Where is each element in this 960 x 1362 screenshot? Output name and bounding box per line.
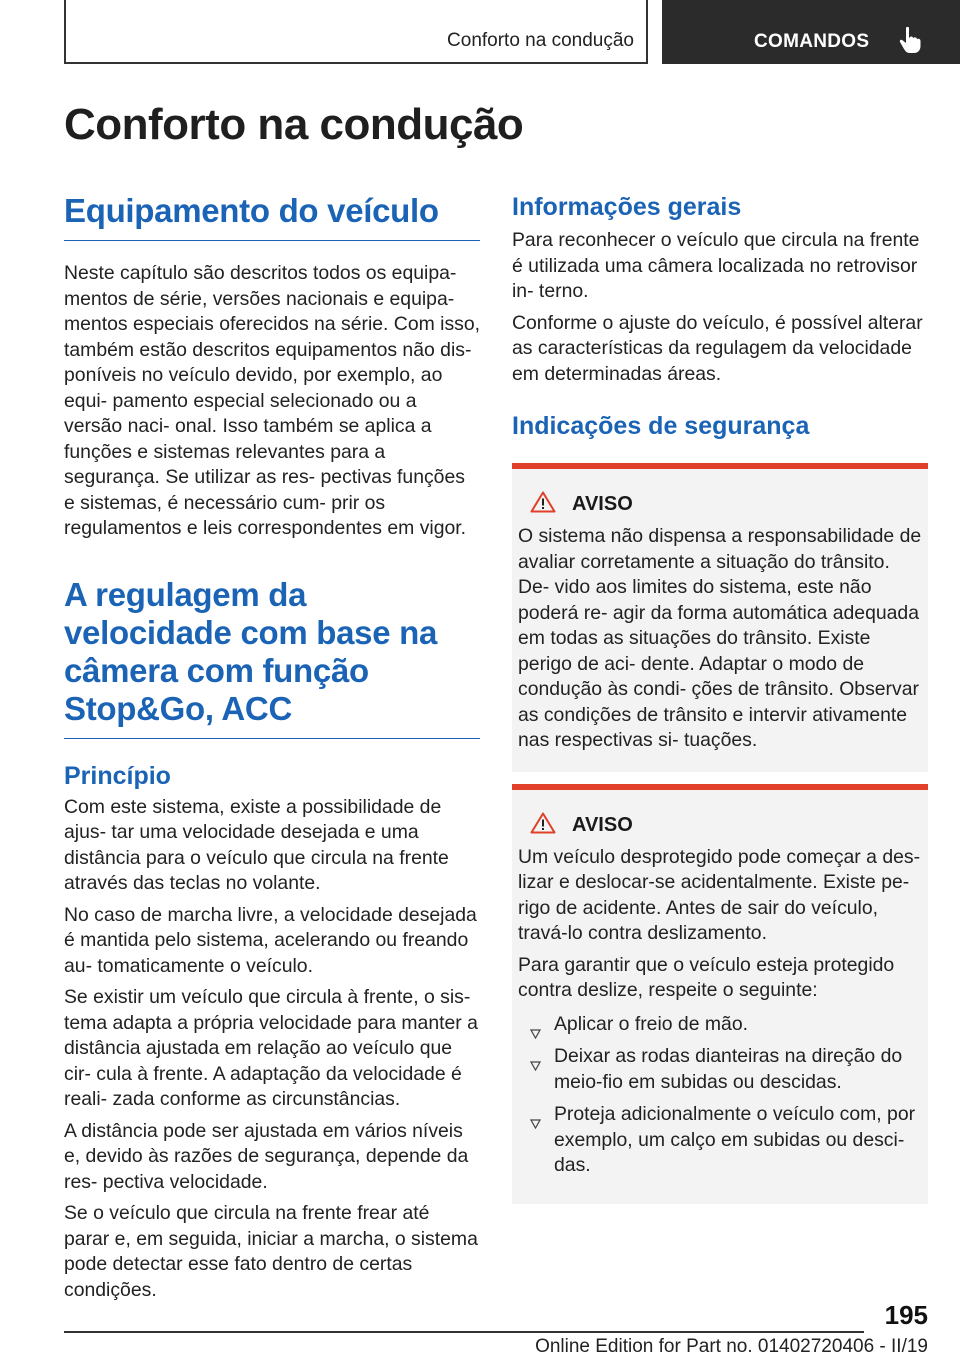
principle-paragraph-1: Com este sistema, existe a possibilidade de ajus- tar uma velocidade desejada e uma distância para o veículo que circula na frente através das teclas no volante. (64, 795, 449, 894)
right-column (512, 192, 928, 1204)
subheading-general-info: Informações gerais (512, 193, 742, 221)
section-heading-acc: A regulagem da velocidade com base na câmera com função Stop&Go, ACC (64, 576, 480, 739)
principle-paragraph-5: Se o veículo que circula na frente frear até parar e, em seguida, iniciar a marcha, o sistema pode detectar esse fato dentro de certas condições. (64, 1202, 478, 1301)
list-item: Aplicar o freio de mão. (518, 1012, 922, 1038)
pointing-hand-icon (898, 26, 922, 59)
warning-triangle-icon (530, 812, 556, 839)
page-number: 195 (884, 1300, 928, 1330)
principle-paragraph-4: A distância pode ser ajustada em vários níveis e, devido às razões de segurança, depende da res- pectiva velocidade. (64, 1119, 469, 1193)
triangle-bullet-icon (530, 1021, 541, 1047)
warning-text-1: Um veículo desprotegido pode começar a des- lizar e deslocar-se acidentalmente. Existe pe- rigo de acidente. Antes de sair do veículo, travá-lo contra deslizamento. (518, 845, 921, 944)
equipment-paragraph: Neste capítulo são descritos todos os equipa- mentos de série, versões nacionais e equipa- mentos especiais oferecidos na série. Com isso, também estão descritos equipamentos não dis- poníveis no veículo devido, por exemplo, ao equi- pamento especial selecionado ou a versão naci- onal. Isso também se aplica a funções e sistemas relevantes para a segurança. Se utilizar as res- pectivas funções e sistemas, é necessário cum- prir os regulamentos e leis correspondentes em vigor. (64, 262, 481, 539)
footer-divider (64, 1331, 864, 1333)
section-heading-equipment: Equipamento do veículo (64, 192, 480, 241)
chapter-label: COMANDOS (754, 31, 870, 52)
edition-note: Online Edition for Part no. 01402720406 - II/19 (535, 1336, 928, 1357)
subheading-principle: Princípio (64, 761, 171, 790)
subheading-safety: Indicações de segurança (512, 412, 810, 440)
warning-triangle-icon (530, 491, 556, 518)
warning-text: O sistema não dispensa a responsabilidade de avaliar corretamente a situação do trânsito. De- vido aos limites do sistema, este não poderá re- agir da forma automática adequada em todas as situações do trânsito. Existe perigo de aci- dente. Adaptar o modo de condução às condi- ções de trânsito. Observar as condições de trânsito e intervir ativamente nas respectivas si- tuações. (518, 525, 922, 751)
warning-label: AVISO (572, 813, 633, 836)
info-paragraph-2: Conforme o ajuste do veículo, é possível alterar as características da regulagem da velocidade em determinadas áreas. (512, 311, 923, 385)
warning-bullet-list (518, 1012, 922, 1179)
warning-box-2 (512, 784, 928, 1204)
left-column (64, 192, 480, 1303)
warning-box-1 (512, 463, 928, 772)
info-paragraph-1: Para reconhecer o veículo que circula na frente é utilizada uma câmera localizada no retrovisor in- terno. (512, 229, 920, 302)
principle-paragraph-2: No caso de marcha livre, a velocidade desejada é mantida pelo sistema, acelerando ou freando au- tomaticamente o veículo. (64, 903, 477, 977)
principle-paragraph-3: Se existir um veículo que circula à frente, o sis- tema adapta a própria velocidade para manter a distância ajustada em relação ao veículo que cir- cula à frente. A adaptação da velocidade é reali- zada conforme as circunstâncias. (64, 986, 478, 1110)
warning-label: AVISO (572, 493, 633, 515)
header-section-box (64, 0, 648, 64)
list-item: Deixar as rodas dianteiras na direção do meio-fio em subidas ou descidas. (518, 1044, 922, 1095)
triangle-bullet-icon (530, 1053, 541, 1079)
section-breadcrumb: Conforto na condução (447, 30, 634, 51)
chapter-tab (662, 0, 960, 64)
triangle-bullet-icon (530, 1111, 541, 1137)
page-title: Conforto na condução (64, 100, 524, 149)
warning-text-2: Para garantir que o veículo esteja protegido contra deslize, respeite o seguinte: (518, 953, 895, 1001)
list-item: Proteja adicionalmente o veículo com, por exemplo, um calço em subidas ou desci- das. (518, 1102, 922, 1179)
